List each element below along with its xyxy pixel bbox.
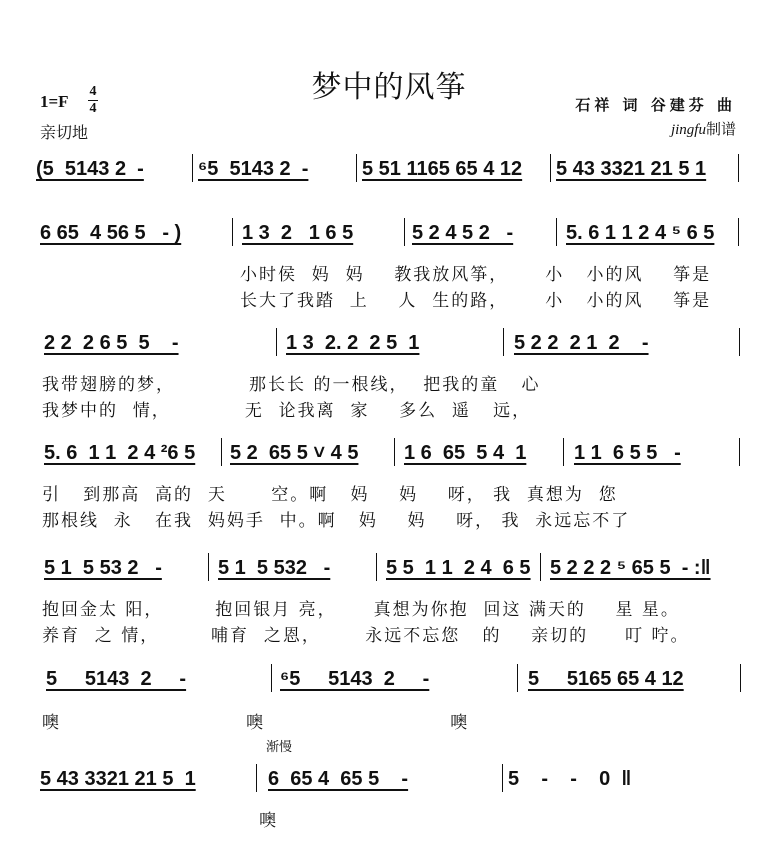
key-signature: 1=F bbox=[40, 92, 69, 111]
measure: 6 65 4 56 5 - ) bbox=[40, 222, 182, 244]
time-signature bbox=[88, 84, 98, 117]
measure: 1 3 2. 2 2 5 1 bbox=[286, 332, 420, 354]
lyric-verse-2: 长大了我踏 上 人 生的路， 小 小的风 筝是 bbox=[240, 291, 712, 311]
measure: 5 51 1165 65 4 12 bbox=[362, 158, 523, 180]
tempo-marking: 亲切地 bbox=[40, 123, 89, 142]
measure: 2 2 2 6 5 5 - bbox=[44, 332, 179, 354]
composer-credits: 石祥 词 谷建芬 曲 bbox=[575, 96, 736, 114]
lyric-verse-1: 小时侯 妈 妈 教我放风筝， 小 小的风 筝是 bbox=[240, 265, 712, 285]
arranger-name: jingfu bbox=[670, 122, 706, 138]
measure: ⁶5 5143 2 - bbox=[280, 668, 430, 690]
lyric-verse-1: 抱回金太 阳， 抱回银月 亮， 真想为你抱 回这 满天的 星 星。 bbox=[42, 600, 680, 620]
lyric-verse-1: 我带翅膀的梦， 那长长 的一根线， 把我的童 心 bbox=[42, 375, 541, 395]
measure: 5 2 4 5 2 - bbox=[412, 222, 514, 244]
measure-with-repeat: 5 2 2 2 ⁵ 65 5 - :‖ bbox=[550, 557, 711, 579]
measure: 5 1 5 532 - bbox=[218, 557, 331, 579]
time-signature-top: 4 bbox=[89, 84, 97, 99]
arranger-credit bbox=[671, 118, 736, 139]
lyric-humming: 噢 噢 噢 bbox=[42, 713, 470, 733]
lyric-verse-1: 引 到那高 高的 天 空。啊 妈 妈 呀， 我 真想为 您 bbox=[42, 485, 618, 505]
measure: 1 3 2 1 6 5 bbox=[242, 222, 354, 244]
measure: 5 2 65 5 ˅ 4 5 bbox=[230, 442, 359, 464]
measure: 1 1 6 5 5 - bbox=[574, 442, 681, 464]
lyric-humming: 噢 bbox=[0, 811, 279, 831]
final-measure: 5 - - 0 ‖ bbox=[508, 768, 632, 790]
arranger-suffix: 制谱 bbox=[705, 120, 736, 138]
measure: 5 43 3321 21 5 1 bbox=[40, 768, 196, 790]
lyric-verse-2: 养育 之 情， 哺育 之恩， 永远不忘您 的 亲切的 叮 咛。 bbox=[42, 626, 690, 646]
measure: 5 5143 2 - bbox=[46, 668, 187, 690]
measure: 5. 6 1 1 2 4 ²6 5 bbox=[44, 442, 196, 464]
score-title: 梦中的风筝 bbox=[311, 70, 467, 105]
measure: 6 65 4 65 5 - bbox=[268, 768, 409, 790]
measure: 5 1 5 53 2 - bbox=[44, 557, 162, 579]
measure: 5 2 2 2 1 2 - bbox=[514, 332, 649, 354]
measure: 5 5165 65 4 12 bbox=[528, 668, 684, 690]
measure: ⁶5 5143 2 - bbox=[198, 158, 309, 180]
lyric-verse-2: 我梦中的 情， 无 论我离 家 多么 遥 远， bbox=[42, 401, 532, 421]
time-signature-bottom: 4 bbox=[89, 101, 97, 116]
tempo-change-marking: 渐慢 bbox=[266, 740, 293, 755]
measure: (5 5143 2 - bbox=[36, 158, 144, 180]
measure: 5 43 3321 21 5 1 bbox=[556, 158, 707, 180]
measure: 5 5 1 1 2 4 6 5 bbox=[386, 557, 531, 579]
measure: 5. 6 1 1 2 4 ⁵ 6 5 bbox=[566, 222, 715, 244]
lyric-verse-2: 那根线 永 在我 妈妈手 中。啊 妈 妈 呀， 我 永远忘不了 bbox=[42, 511, 631, 531]
measure: 1 6 65 5 4 1 bbox=[404, 442, 527, 464]
